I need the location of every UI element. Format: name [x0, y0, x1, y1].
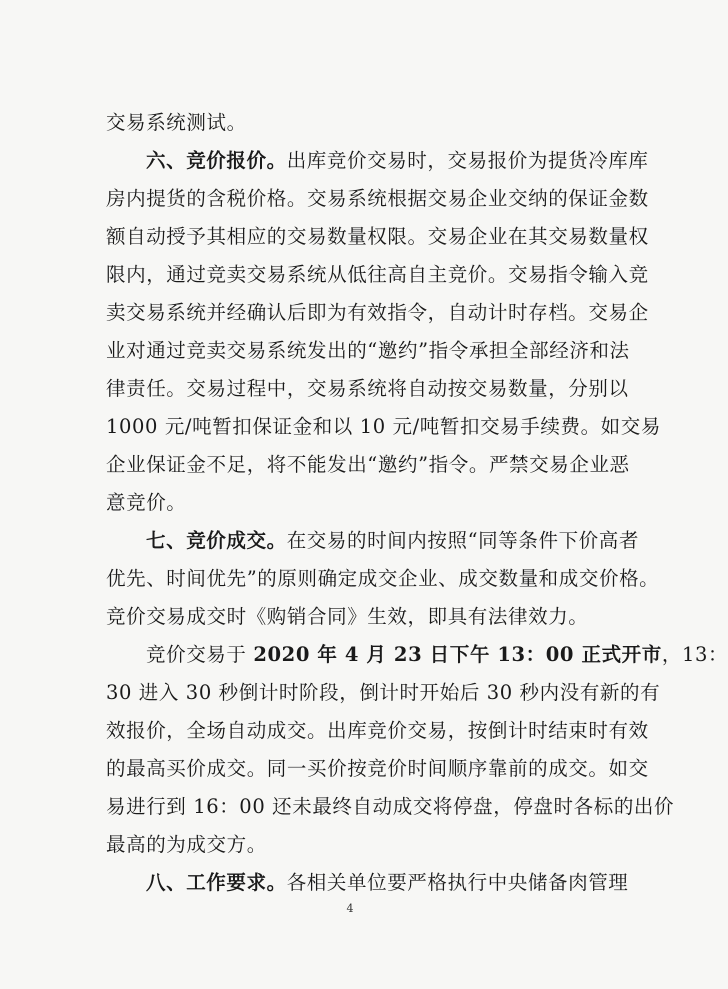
text-segment: 出库竞价交易时，交易报价为提货冷库库	[286, 149, 649, 172]
text-line	[106, 833, 606, 857]
text-line	[106, 225, 649, 249]
text-segment: 各相关单位要严格执行中央储备肉管理	[286, 871, 629, 894]
text-segment: 意竞价。	[106, 491, 187, 514]
text-line	[106, 795, 675, 819]
text-segment: 优先、时间优先”的原则确定成交企业、成交数量和成交价格。	[106, 567, 660, 590]
section-eight-heading-line	[146, 871, 646, 895]
text-line	[106, 111, 606, 135]
text-segment: 额自动授予其相应的交易数量权限。交易企业在其交易数量权	[106, 225, 649, 248]
section-six-title: 六、竞价报价。	[146, 149, 287, 172]
text-segment: 交易系统测试。	[106, 111, 247, 134]
text-segment: 在交易的时间内按照“同等条件下价高者	[286, 529, 639, 552]
text-segment: 最高的为成交方。	[106, 833, 267, 856]
page-number: 4	[346, 902, 354, 915]
text-segment: 竞价交易成交时《购销合同》生效，即具有法律效力。	[106, 605, 589, 628]
section-seven-title: 七、竞价成交。	[146, 529, 287, 552]
text-line	[106, 339, 630, 363]
text-line	[146, 643, 728, 667]
text-segment: 业对通过竞卖交易系统发出的“邀约”指令承担全部经济和法	[106, 339, 630, 362]
text-line	[106, 681, 661, 705]
text-line	[106, 301, 649, 325]
text-segment: 律责任。交易过程中，交易系统将自动按交易数量，分别以	[106, 377, 629, 400]
text-segment: 房内提货的含税价格。交易系统根据交易企业交纳的保证金数	[106, 187, 649, 210]
text-line	[106, 263, 649, 287]
text-line	[106, 491, 606, 515]
text-segment: 企业保证金不足，将不能发出“邀约”指令。严禁交易企业恶	[106, 453, 630, 476]
text-line	[106, 719, 649, 743]
text-segment: 1000 元/吨暂扣保证金和以 10 元/吨暂扣交易手续费。如交易	[106, 415, 661, 438]
bold-date-text: 2020 年 4 月 23 日下午 13：00 正式开市	[253, 643, 662, 666]
text-line	[106, 567, 660, 591]
text-line	[106, 453, 630, 477]
text-segment: 的最高买价成交。同一买价按竞价时间顺序靠前的成交。如交	[106, 757, 649, 780]
section-seven-heading-line	[146, 529, 646, 553]
text-segment: 30 进入 30 秒倒计时阶段，倒计时开始后 30 秒内没有新的有	[106, 681, 661, 704]
section-six-heading-line	[146, 149, 649, 173]
text-segment: ，13：	[661, 643, 728, 666]
text-segment: 易进行到 16：00 还未最终自动成交将停盘，停盘时各标的出价	[106, 795, 675, 818]
text-line	[106, 415, 661, 439]
text-line	[106, 605, 606, 629]
text-line	[106, 187, 649, 211]
text-segment: 限内，通过竞卖交易系统从低往高自主竞价。交易指令输入竞	[106, 263, 649, 286]
text-segment: 效报价，全场自动成交。出库竞价交易，按倒计时结束时有效	[106, 719, 649, 742]
text-line	[106, 377, 629, 401]
text-line	[106, 757, 649, 781]
text-segment: 竞价交易于	[146, 643, 254, 666]
section-eight-title: 八、工作要求。	[146, 871, 287, 894]
text-segment: 卖交易系统并经确认后即为有效指令，自动计时存档。交易企	[106, 301, 649, 324]
